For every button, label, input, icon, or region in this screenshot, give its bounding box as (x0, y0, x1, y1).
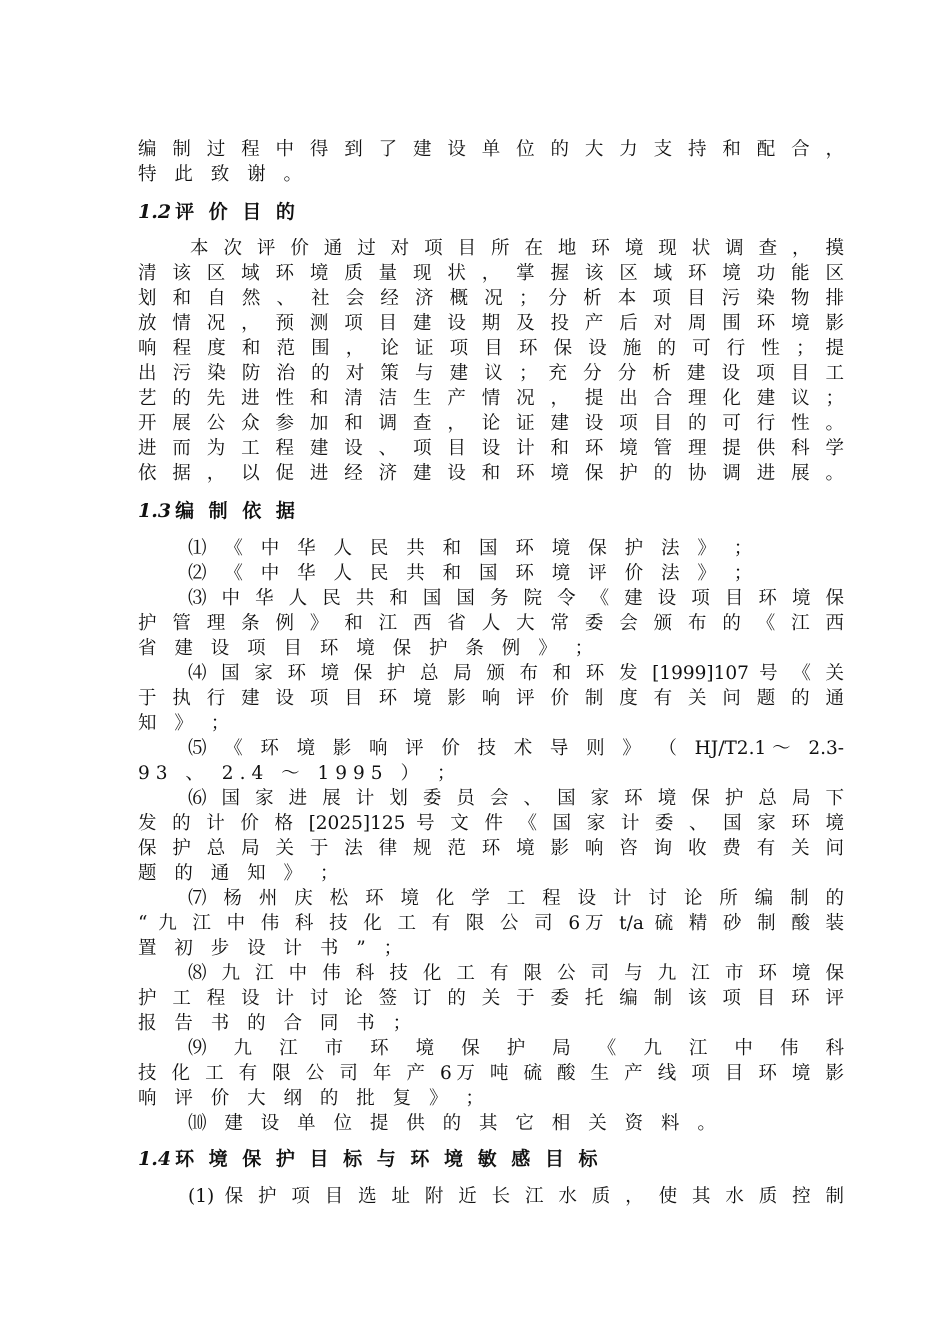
section-number: 1.2 (138, 201, 172, 223)
reference-line: 报 告 书 的 合 同 书 ； (138, 1013, 418, 1034)
section-number: 1.4 (138, 1148, 172, 1170)
reference-line: 发 的 计 价 格 [2025]125 号 文 件 《 国 家 计 委 、 国 家 环 境 (138, 813, 844, 834)
reference-line: 响 评 价 大 纲 的 批 复 》 ； (138, 1088, 490, 1109)
section-title: 编 制 依 据 (175, 500, 299, 522)
reference-line: 于 执 行 建 设 项 目 环 境 影 响 评 价 制 度 有 关 问 题 的 通 (138, 688, 844, 709)
reference-line: ⑴ 《 中 华 人 民 共 和 国 环 境 保 护 法 》 ； (188, 538, 759, 559)
paragraph-line: 开 展 公 众 参 加 和 调 查 ， 论 证 建 设 项 目 的 可 行 性 。 (138, 413, 844, 434)
reference-line: ⑻ 九 江 中 伟 科 技 化 工 有 限 公 司 与 九 江 市 环 境 保 (188, 963, 844, 984)
reference-line: ⑶ 中 华 人 民 共 和 国 国 务 院 令 《 建 设 项 目 环 境 保 (188, 588, 844, 609)
paragraph-line: 放 情 况 ， 预 测 项 目 建 设 期 及 投 产 后 对 周 围 环 境 影 (138, 313, 844, 334)
reference-line: ⑹ 国 家 进 展 计 划 委 员 会 、 国 家 环 境 保 护 总 局 下 (188, 788, 844, 809)
reference-line: 93 、 2.4 ～ 1995 ） ； (138, 763, 462, 784)
section-number: 1.3 (138, 500, 172, 522)
paragraph-line: (1) 保 护 项 目 选 址 附 近 长 江 水 质 ， 使 其 水 质 控 制 (188, 1186, 844, 1207)
section-heading-1-3 (138, 497, 299, 525)
section-title: 评 价 目 的 (175, 201, 299, 223)
reference-line: 保 护 总 局 关 于 法 律 规 范 环 境 影 响 咨 询 收 费 有 关 问 (138, 838, 844, 859)
reference-line: 省 建 设 项 目 环 境 保 护 条 例 》 ； (138, 638, 600, 659)
paragraph-line: 本 次 评 价 通 过 对 项 目 所 在 地 环 境 现 状 调 查 ， 摸 (190, 238, 844, 259)
paragraph-line: 响 程 度 和 范 围 ， 论 证 项 目 环 保 设 施 的 可 行 性 ； 提 (138, 338, 844, 359)
reference-line: ⑺ 杨 州 庆 松 环 境 化 学 工 程 设 计 讨 论 所 编 制 的 (188, 888, 844, 909)
section-heading-1-2 (138, 198, 299, 226)
reference-line: 题 的 通 知 》 ； (138, 863, 345, 884)
reference-line: ⑽ 建 设 单 位 提 供 的 其 它 相 关 资 料 。 (188, 1113, 722, 1134)
intro-line: 编 制 过 程 中 得 到 了 建 设 单 位 的 大 力 支 持 和 配 合 ， (138, 139, 844, 160)
paragraph-line: 清 该 区 域 环 境 质 量 现 状 ， 掌 握 该 区 域 环 境 功 能 区 (138, 263, 844, 284)
reference-line: 置 初 步 设 计 书 ” ； (138, 938, 409, 959)
paragraph-line: 依 据 ， 以 促 进 经 济 建 设 和 环 境 保 护 的 协 调 进 展 。 (138, 463, 844, 484)
paragraph-line: 划 和 自 然 、 社 会 经 济 概 况 ； 分 析 本 项 目 污 染 物 排 (138, 288, 844, 309)
reference-line: 护 管 理 条 例 》 和 江 西 省 人 大 常 委 会 颁 布 的 《 江 西 (138, 613, 844, 634)
reference-line: ⑷ 国 家 环 境 保 护 总 局 颁 布 和 环 发 [1999]107 号 《 关 (188, 663, 844, 684)
reference-line: ⑵ 《 中 华 人 民 共 和 国 环 境 评 价 法 》 ； (188, 563, 759, 584)
section-heading-1-4 (138, 1145, 601, 1173)
reference-line: 技 化 工 有 限 公 司 年 产 6万 吨 硫 酸 生 产 线 项 目 环 境 影 (138, 1063, 844, 1084)
reference-line: ⑸ 《 环 境 影 响 评 价 技 术 导 则 》 （ HJ/T2.1～ 2.3- (188, 738, 844, 759)
reference-line: 知 》 ； (138, 713, 236, 734)
reference-line: “ 九 江 中 伟 科 技 化 工 有 限 公 司 6万 t/a 硫 精 砂 制 酸 装 (138, 913, 844, 934)
intro-line: 特 此 致 谢 。 (138, 164, 309, 185)
reference-line: ⑼ 九 江 市 环 境 保 护 局 《 九 江 中 伟 科 (188, 1038, 844, 1059)
paragraph-line: 艺 的 先 进 性 和 清 洁 生 产 情 况 ， 提 出 合 理 化 建 议 ； (138, 388, 844, 409)
reference-line: 护 工 程 设 计 讨 论 签 订 的 关 于 委 托 编 制 该 项 目 环 评 (138, 988, 844, 1009)
paragraph-line: 出 污 染 防 治 的 对 策 与 建 议 ； 充 分 分 析 建 设 项 目 工 (138, 363, 844, 384)
paragraph-line: 进 而 为 工 程 建 设 、 项 目 设 计 和 环 境 管 理 提 供 科 学 (138, 438, 844, 459)
section-title: 环 境 保 护 目 标 与 环 境 敏 感 目 标 (175, 1148, 602, 1170)
